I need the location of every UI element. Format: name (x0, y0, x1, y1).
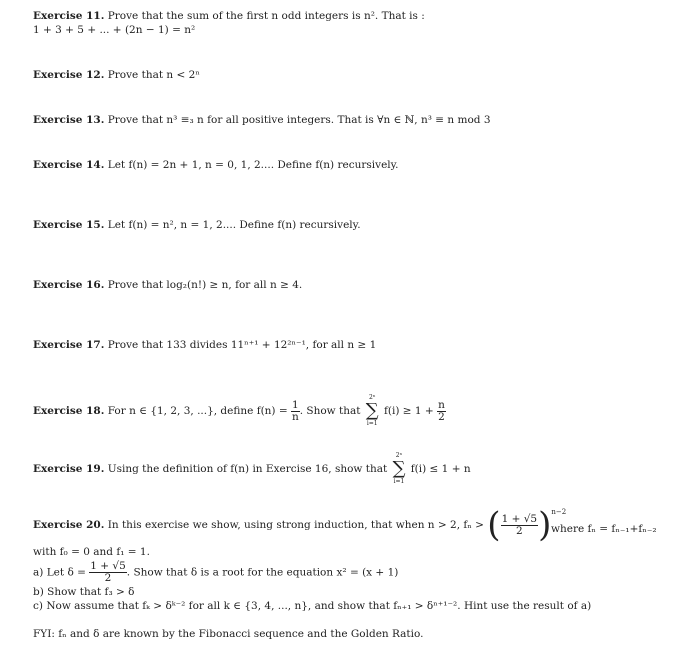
exercise-20-part-c (33, 599, 591, 613)
exercise-15-text: Let f(n) = n², n = 1, 2.... Define f(n) recursively. (107, 219, 361, 231)
exercise-20-part-b (33, 585, 134, 599)
exercise-16-label: Exercise 16. (33, 279, 105, 291)
exercise-13 (33, 113, 491, 127)
golden-ratio-fraction (501, 514, 539, 537)
exercise-11 (33, 9, 425, 23)
part-a-pre: a) Let δ = (33, 566, 86, 579)
exercise-12 (33, 68, 200, 82)
exercise-20-where-text: where fₙ = fₙ₋₁+fₙ₋₂ (551, 523, 657, 535)
exercise-20-line-2-text: with f₀ = 0 and f₁ = 1. (33, 546, 150, 558)
exercise-13-label: Exercise 13. (33, 114, 105, 126)
exercise-12-label: Exercise 12. (33, 69, 105, 81)
exercise-14 (33, 158, 399, 172)
exercise-19-label: Exercise 19. (33, 463, 105, 475)
exercise-20-text-a: In this exercise we show, using strong induction, that when n > 2, fₙ > (107, 519, 484, 531)
fraction-numerator: 1 + √5 (90, 560, 126, 572)
sigma-icon: ∑ (392, 458, 406, 479)
sum-lower-limit: i=1 (393, 478, 405, 485)
exercise-12-text: Prove that n < 2ⁿ (107, 69, 200, 81)
summation-symbol (393, 452, 406, 486)
exercise-20-part-a (33, 561, 398, 584)
exercise-20-fyi (33, 627, 423, 641)
exercise-19-text-c: f(i) ≤ 1 + n (410, 463, 471, 475)
exercise-17-text: Prove that 133 divides 11ⁿ⁺¹ + 12²ⁿ⁻¹, for all n ≥ 1 (107, 339, 377, 351)
exercise-17-label: Exercise 17. (33, 339, 105, 351)
exercise-11-formula (33, 23, 195, 37)
exercise-18-text-a: For n ∈ {1, 2, 3, ...}, define f(n) = (107, 405, 288, 417)
exercise-20-where (551, 522, 657, 536)
exercise-18-text-b: . Show that (299, 405, 361, 417)
exercise-17 (33, 338, 376, 352)
fraction-numerator: 1 + √5 (501, 512, 538, 525)
exercise-20 (33, 505, 567, 545)
exercise-11-label: Exercise 11. (33, 10, 105, 22)
part-a-fraction (89, 561, 127, 584)
exercise-18-fraction-2 (437, 400, 446, 423)
exercise-20-label: Exercise 20. (33, 519, 105, 531)
exercise-15 (33, 218, 361, 232)
exercise-13-text: Prove that n³ ≡₃ n for all positive integers. That is ∀n ∈ ℕ, n³ ≡ n mod 3 (107, 114, 491, 126)
exercise-18-text-c: f(i) ≥ 1 + (384, 405, 434, 417)
exponent: n−2 (551, 508, 567, 516)
part-c-text: c) Now assume that fₖ > δᵏ⁻² for all k ∈ {3, 4, ..., n}, and show that fₙ₊₁ > δⁿ⁺¹⁻². Hint use the result of a) (33, 600, 592, 612)
exercise-14-text: Let f(n) = 2n + 1, n = 0, 1, 2.... Define f(n) recursively. (107, 159, 399, 171)
exercise-19-text-a: Using the definition of f(n) in Exercise 16, show that (107, 463, 388, 475)
exercise-14-label: Exercise 14. (33, 159, 105, 171)
fraction-denominator: 2 (515, 524, 523, 537)
sum-upper-limit: 2ⁿ (369, 394, 376, 401)
fraction-denominator: 2 (438, 410, 445, 423)
exercise-11-text: Prove that the sum of the first n odd integers is n². That is : (107, 10, 425, 22)
exercise-11-formula-text: 1 + 3 + 5 + ... + (2n − 1) = n² (33, 24, 196, 36)
fyi-text: FYI: fₙ and δ are known by the Fibonacci sequence and the Golden Ratio. (33, 628, 424, 640)
sum-upper-limit: 2ⁿ (395, 452, 403, 459)
part-a-post: . Show that δ is a root for the equation x² = (x + 1) (126, 566, 399, 579)
summation-symbol (366, 394, 379, 428)
fraction-denominator: n (291, 410, 299, 423)
sigma-icon: ∑ (365, 400, 379, 421)
exercise-16 (33, 278, 302, 292)
exercise-15-label: Exercise 15. (33, 219, 105, 231)
sum-lower-limit: i=1 (366, 420, 378, 427)
exercise-20-line-2 (33, 545, 150, 559)
exercise-18-fraction (291, 400, 300, 423)
exercise-16-text: Prove that log₂(n!) ≥ n, for all n ≥ 4. (107, 279, 303, 291)
part-b-text: b) Show that f₃ > δ (33, 586, 135, 598)
fraction-numerator: 1 (292, 398, 299, 411)
left-paren-icon: ( (487, 505, 501, 545)
right-paren-icon: ) (538, 505, 552, 545)
exercise-18 (33, 394, 446, 428)
exercise-18-label: Exercise 18. (33, 405, 105, 417)
fraction-denominator: 2 (104, 572, 112, 584)
fraction-numerator: n (438, 398, 445, 411)
exercise-19 (33, 452, 471, 486)
